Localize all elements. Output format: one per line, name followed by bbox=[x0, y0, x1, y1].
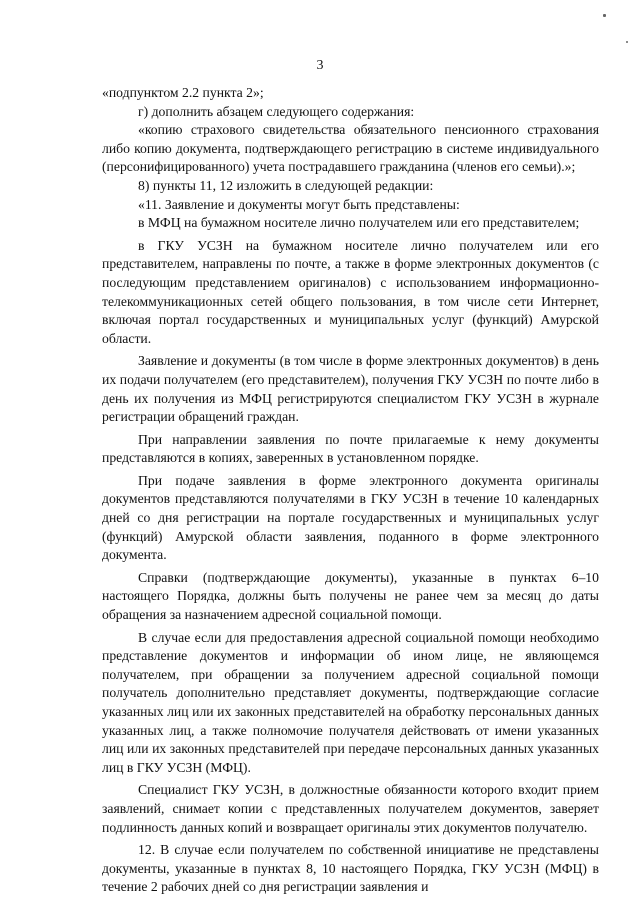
paragraph: г) дополнить абзацем следующего содержания: bbox=[138, 103, 415, 119]
scan-dot bbox=[603, 14, 606, 17]
paragraph: При направлении заявления по почте прилагаемые к нему документы представляются в копиях, заверенных в установленном порядке. bbox=[102, 431, 599, 466]
paragraph: Специалист ГКУ УСЗН, в должностные обязанности которого входит прием заявлений, снимает копии с представленных получателем документов, заверяет подлинность данных копий и возвращает оригиналы этих документов получателю. bbox=[102, 782, 599, 835]
document-body bbox=[102, 84, 599, 897]
paragraph: При подаче заявления в форме электронного документа оригиналы документов представляются получателями в ГКУ УСЗН в течение 10 календарных дней со дня регистрации на портале государственных и муниципальных услуг (функций) Амурской области заявления, поданного в форме электронного документа. bbox=[102, 472, 599, 563]
paragraph: 8) пункты 11, 12 изложить в следующей редакции: bbox=[138, 177, 434, 193]
paragraph: Заявление и документы (в том числе в форме электронных документов) в день их подачи получателем (его представителем), получения ГКУ УСЗН по почте либо в день их получения из МФЦ регистрируются специалистом ГКУ УСЗН в журнале регистрации обращений граждан. bbox=[102, 353, 599, 425]
page-number: 3 bbox=[316, 58, 324, 73]
paragraph: Справки (подтверждающие документы), указанные в пунктах 6–10 настоящего Порядка, должны быть получены не ранее чем за месяц до даты обращения за назначением адресной социальной помощи. bbox=[102, 569, 599, 623]
scan-dot bbox=[626, 41, 628, 43]
paragraph: в ГКУ УСЗН на бумажном носителе лично получателем или его представителем, направлены по почте, а также в форме электронных документов (с последующим представлением оригиналов) с использованием информационно-телекоммуникационных сетей общего пользования, в том числе сети Интернет, включая портал государственных и муниципальных услуг (функций) Амурской области. bbox=[102, 237, 599, 346]
paragraph: «подпунктом 2.2 пункта 2»; bbox=[102, 85, 264, 100]
paragraph: в МФЦ на бумажном носителе лично получателем или его представителем; bbox=[138, 215, 580, 231]
paragraph: 12. В случае если получателем по собственной инициативе не представлены документы, указанные в пунктах 8, 10 настоящего Порядка, ГКУ УСЗН (МФЦ) в течение 2 рабочих дней со дня регистрации заявления и bbox=[102, 842, 599, 895]
paragraph: «11. Заявление и документы могут быть представлены: bbox=[138, 196, 460, 212]
paragraph: В случае если для предоставления адресной социальной помощи необходимо представление документов и информации об ином лице, не являющемся получателем, при обращении за получением адресной социальной помощи получатель дополнительно представляет документы, подтверждающие согласие указанных лиц или их законных представителей на обработку персональных данных указанных лиц, а также полномочие получателя действовать от имени указанных лиц или их законных представителей при передаче персональных данных указанных лиц в ГКУ УСЗН (МФЦ). bbox=[102, 629, 599, 775]
paragraph: «копию страхового свидетельства обязательного пенсионного страхования либо копию документа, подтверждающего регистрацию в системе индивидуального (персонифицированного) учета пострадавшего гражданина (членов его семьи).»; bbox=[102, 122, 599, 175]
